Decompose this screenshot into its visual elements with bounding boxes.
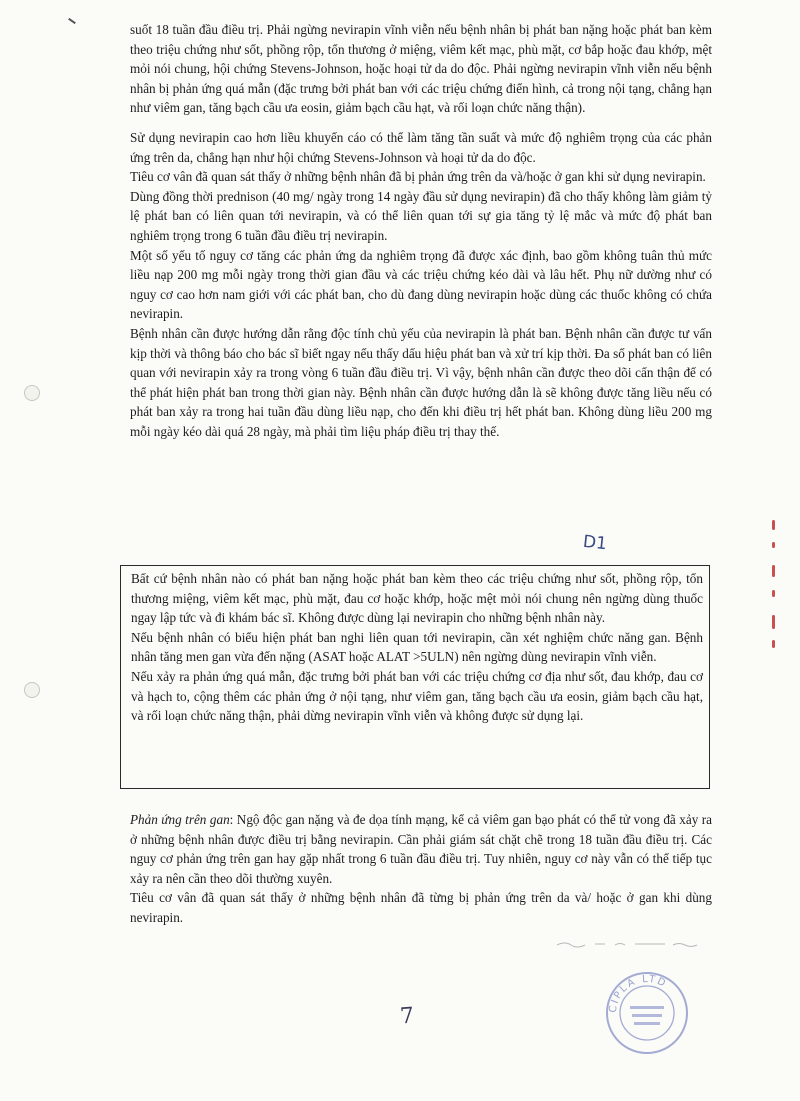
- handwritten-note: D1: [582, 531, 608, 555]
- paragraph: Dùng đồng thời prednison (40 mg/ ngày trong 14 ngày đầu sử dụng nevirapin) đã cho thấy không làm giảm tỷ lệ phát ban có liên quan tới nevirapin, và có thể liên quan tới sự gia tăng tỷ lệ mắc và mức độ phát ban nghiêm trọng trong 6 tuần đầu điều trị nevirapin.: [130, 188, 712, 243]
- paragraph: Sử dụng nevirapin cao hơn liều khuyến cáo có thể làm tăng tần suất và mức độ nghiêm trọng của các phản ứng trên da, chẳng hạn như hội chứng Stevens-Johnson và hoại tử da do độc.: [130, 129, 712, 165]
- paragraph: Một số yếu tố nguy cơ tăng các phản ứng da nghiêm trọng đã được xác định, bao gồm không tuân thủ mức liều nạp 200 mg mỗi ngày trong thời gian đầu và các triệu chứng kéo dài và lâu hết. Phụ nữ dường như có nguy cơ cao hơn nam giới với các phát ban, cho dù đang dùng nevirapin hoặc dùng các thuốc không có chứa nevirapin.: [130, 247, 712, 322]
- warning-box: [120, 565, 710, 789]
- paragraph: suốt 18 tuần đầu điều trị. Phải ngừng nevirapin vĩnh viễn nếu bệnh nhân bị phát ban nặng hoặc phát ban kèm theo triệu chứng như sốt, phồng rộp, tổn thương ở miệng, viêm kết mạc, phù mặt, cơ bắp hoặc đau khớp, mệt mỏi nói chung, hội chứng Stevens-Johnson, hoặc hoại tử da do độc. Phải ngừng nevirapin vĩnh viễn nếu bệnh nhân bị phản ứng quá mẫn (đặc trưng bởi phát ban với các triệu chứng điển hình, cả trong nội tạng, chẳng hạn như viêm gan, tăng bạch cầu ưa eosin, giảm bạch cầu hạt, và rối loạn chức năng thận).: [130, 22, 712, 116]
- faint-handwriting-mark: [555, 936, 705, 946]
- boxed-paragraph: Nếu xảy ra phản ứng quá mẫn, đặc trưng bởi phát ban với các triệu chứng cơ địa như sốt, đau khớp, đau cơ và hạch to, cộng thêm các phản ứng ở nội tạng, như viêm gan, tăng bạch cầu ưa eosin, giảm bạch cầu hạt, và rối loạn chức năng thận, phải dừng nevirapin vĩnh viễn và không được sử dụng lại.: [131, 668, 703, 724]
- liver-heading: Phản ứng trên gan: [130, 812, 230, 827]
- scan-mark: [68, 18, 76, 24]
- company-stamp: [604, 970, 690, 1056]
- boxed-paragraph: Bất cứ bệnh nhân nào có phát ban nặng hoặc phát ban kèm theo các triệu chứng như sốt, phồng rộp, tổn thương miệng, viêm kết mạc, phù mặt, đau cơ hoặc khớp, hoặc mệt mỏi nói chung nên ngừng dùng thuốc ngay lập tức và đi khám bác sĩ. Không được dùng lại nevirapin cho những bệnh nhân này.: [131, 571, 703, 626]
- top-text-block: [130, 20, 712, 441]
- paragraph: Tiêu cơ vân đã quan sát thấy ở những bệnh nhân đã bị phản ứng trên da và/hoặc ở gan khi sử dụng nevirapin.: [130, 169, 706, 185]
- liver-section: [130, 810, 712, 928]
- page-number: 7: [399, 1003, 415, 1030]
- paragraph: Bệnh nhân cần được hướng dẫn rằng độc tính chủ yếu của nevirapin là phát ban. Bệnh nhân cần được tư vấn kịp thời và thông báo cho bác sĩ biết ngay nếu thấy dấu hiệu phát ban và xử trí kịp thời. Đa số phát ban có liên quan với nevirapin xảy ra trong vòng 6 tuần đầu điều trị. Vì vậy, bệnh nhân cần được theo dõi cẩn thận để có thể phát hiện phát ban trong thời gian này. Bệnh nhân cần được hướng dẫn là sẽ không được tăng liều nếu có phát ban xảy ra trong hai tuần đầu dùng liều nạp, cho đến khi điều trị hết phát ban. Không dùng liều 200 mg mỗi ngày kéo dài quá 28 ngày, mà phải tìm liệu pháp điều trị thay thế.: [130, 325, 712, 439]
- paragraph: Tiêu cơ vân đã quan sát thấy ở những bệnh nhân đã từng bị phản ứng trên da và/ hoặc ở gan khi dùng nevirapin.: [130, 890, 712, 925]
- liver-paragraph-text: : Ngộ độc gan nặng và đe dọa tính mạng, kể cả viêm gan bạo phát có thể tử vong đã xảy ra ở những bệnh nhân được điều trị bằng nevirapin. Cần phải giám sát chặt chẽ trong 18 tuần đầu điều trị. Các nguy cơ phản ứng trên gan hay gặp nhất trong 6 tuần đầu điều trị. Tuy nhiên, nguy cơ này vẫn có thể tiếp tục xảy ra nên cần theo dõi thường xuyên.: [130, 812, 713, 886]
- punch-hole: [24, 385, 40, 401]
- punch-hole: [24, 682, 40, 698]
- boxed-paragraph: Nếu bệnh nhân có biểu hiện phát ban nghi liên quan tới nevirapin, cần xét nghiệm chức năng gan. Bệnh nhân tăng men gan vừa đến nặng (ASAT hoặc ALAT >5ULN) nên ngừng dùng nevirapin vĩnh viễn.: [131, 629, 703, 665]
- svg-text:CIPLA LTD: CIPLA LTD: [607, 973, 669, 1014]
- edge-marks: [770, 520, 778, 660]
- liver-paragraph: [130, 810, 712, 888]
